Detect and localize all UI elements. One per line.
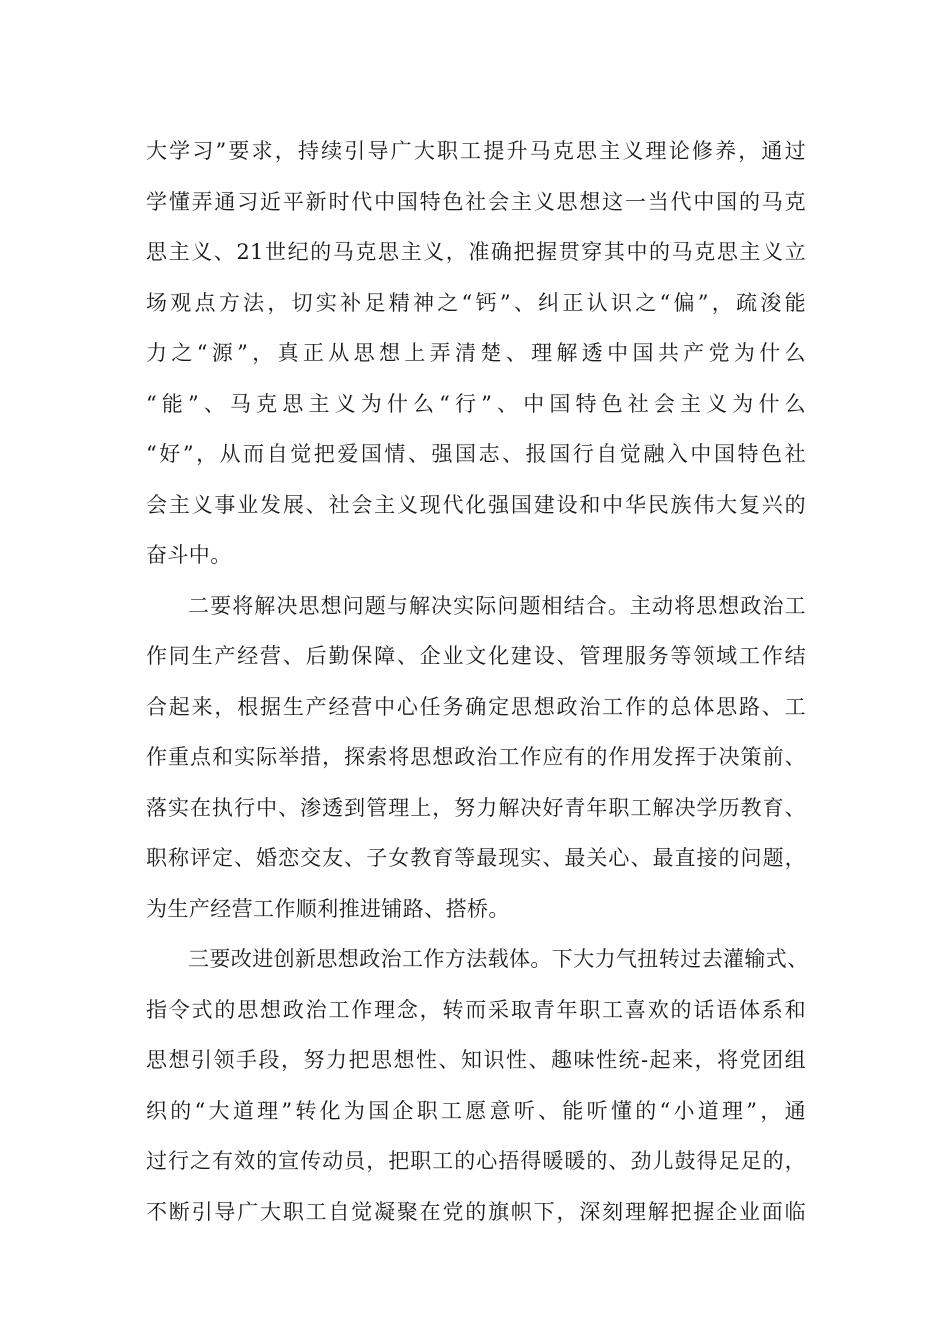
text-line: 大学习”要求，持续引导广大职工提升马克思主义理论修养，通过 [146,139,806,163]
paragraph-1 [146,126,806,581]
text-line: 不断引导广大职工自觉凝聚在党的旗帜下，深刻理解把握企业面临 [146,1199,806,1224]
text-line: “好”，从而自觉把爱国情、强国志、报国行自觉融入中国特色社 [146,442,806,466]
text-line: 落实在执行中、渗透到管理上，努力解决好青年职工解决学历教育、 [146,795,806,820]
text-line: 作重点和实际举措，探索将思想政治工作应有的作用发挥于决策前、 [146,745,806,769]
text-line: 指令式的思想政治工作理念，转而采取青年职工喜欢的话语体系和 [146,997,806,1022]
text-line: 职称评定、婚恋交友、子女教育等最现实、最关心、最直接的问题， [146,846,806,870]
text-line: 思主义、21世纪的马克思主义，准确把握贯穿其中的马克思主义立 [146,240,806,264]
text-line: 为生产经营工作顺利推进铺路、搭桥。 [146,896,510,921]
text-line: 奋斗中。 [146,543,232,567]
text-line: 过行之有效的宣传动员，把职工的心捂得暖暖的、劲儿鼓得足足的， [146,1149,806,1173]
text-line: 二要将解决思想问题与解决实际问题相结合。主动将思想政治工 [188,593,806,618]
text-line: 思想引领手段，努力把思想性、知识性、趣味性统-起来，将党团组 [146,1048,806,1072]
text-line: “能”、马克思主义为什么“行”、中国特色社会主义为什么 [146,391,806,416]
text-line: 场观点方法，切实补足精神之“钙”、纠正认识之“偏”，疏浚能 [146,290,806,315]
text-line: 作同生产经营、后勤保障、企业文化建设、管理服务等领域工作结 [146,644,806,668]
text-line: 织的“大道理”转化为国企职工愿意听、能听懂的“小道理”，通 [146,1098,806,1123]
text-line: 力之“源”，真正从思想上弄清楚、理解透中国共产党为什么 [146,341,806,365]
text-line: 三要改进创新思想政治工作方法载体。下大力气扭转过去灌输式、 [188,947,809,971]
paragraph-3 [146,934,809,1237]
text-line: 合起来，根据生产经营中心任务确定思想政治工作的总体思路、工 [146,694,806,719]
paragraph-2 [146,581,806,935]
text-line: 学懂弄通习近平新时代中国特色社会主义思想这一当代中国的马克 [146,189,806,214]
document-body [146,126,809,1237]
text-line: 会主义事业发展、社会主义现代化强国建设和中华民族伟大复兴的 [146,492,806,517]
